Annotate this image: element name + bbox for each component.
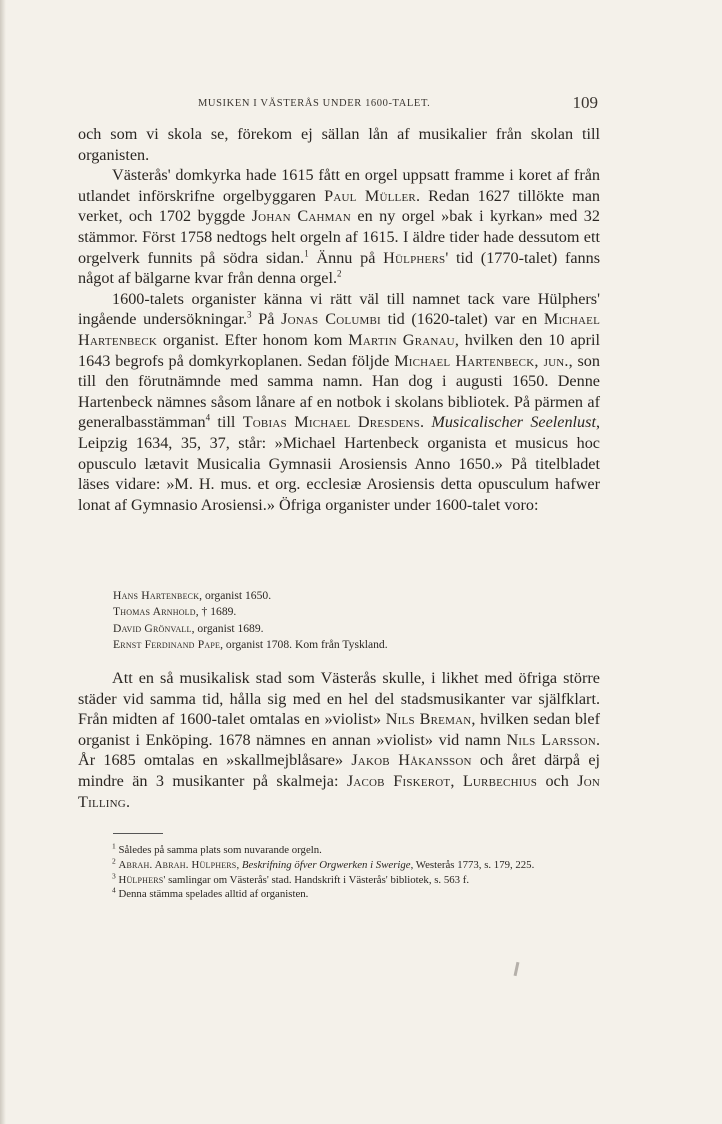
organist-list <box>113 588 593 654</box>
footnote-3 <box>78 873 600 888</box>
person-name: Martin Granau <box>348 330 455 349</box>
text-run: 1600-talets organister känna vi rätt väl till namnet tack vare Hülphers' ingående undersökningar. <box>78 289 600 329</box>
organist-name: Ernst Ferdinand Pape <box>113 638 221 652</box>
book-title: Beskrifning öfver Orgwerken i Swerige <box>241 858 411 871</box>
running-head: MUSIKEN I VÄSTERÅS UNDER 1600-TALET. <box>198 98 431 109</box>
footnote-mark: 4 <box>112 885 116 895</box>
organist-entry <box>113 621 593 637</box>
ink-mark <box>514 962 520 976</box>
person-name: Nils Breman <box>385 710 472 729</box>
organist-note: , organist 1708. Kom från Tyskland. <box>220 638 388 652</box>
text-run: . Redan 1627 tillökte man verket, och 1702 byggde <box>78 186 600 226</box>
paragraph-3 <box>78 289 600 516</box>
person-name: Lurbechius <box>462 771 538 790</box>
text-run: , hvilken sedan blef organist i Enköping. 1678 nämnes en annan »violist» vid namn <box>78 710 600 749</box>
person-name: Jon Tilling <box>78 771 601 811</box>
text-run: . År 1685 omtalas en »skallmejblåsare» <box>78 730 600 770</box>
footnote-ref: 2 <box>337 268 342 279</box>
text-run: och året därpå ej mindre än 3 musikanter på skalmeja: <box>78 751 601 790</box>
paragraph-1 <box>78 124 600 165</box>
footnote-text: Således på samma plats som nuvarande orgeln. <box>115 844 322 856</box>
footnote-ref: 1 <box>304 248 309 259</box>
text-run: en ny orgel »bak i kyrkan» med 32 stämmor. Först 1758 nedtogs helt orgeln af 1615. I äldre tider hade dessutom ett orgelverk funnits på södra sidan. <box>78 207 600 267</box>
organist-name: Hans Hartenbeck <box>113 589 200 602</box>
person-name: Michael Hartenbeck <box>78 310 601 349</box>
text-run: Att en så musikalisk stad som Västerås skulle, i likhet med öfriga större städer vid samma tid, hålla sig med en hel del stadsmusikanter var själfklart. Från midten af 1600-talet omtalas en »violist» <box>78 669 600 729</box>
person-name: Tobias Michael Dresdens <box>242 413 421 432</box>
text-run: . <box>125 792 130 811</box>
person-name: Nils Larsson <box>506 730 596 749</box>
organist-entry <box>113 588 593 604</box>
text-run: , <box>450 771 463 790</box>
organist-note: , organist 1650. <box>199 589 272 602</box>
footnote-ref: 4 <box>205 412 211 423</box>
text-run: tid (1620-talet) var en <box>380 310 544 329</box>
text-run: och som vi skola se, förekom ej sällan lån af musikalier från skolan till organisten. <box>78 125 600 164</box>
text-run: Västerås' domkyrka hade 1615 fått en orgel uppsatt framme i koret af från utlandet införskrifne orgelbyggaren <box>78 166 600 205</box>
footnote-mark: 1 <box>112 841 116 851</box>
paragraph-2 <box>78 165 600 289</box>
text-run: , hvilken den 10 april 1643 begrofs på domkyrkoplanen. Sedan följde <box>78 330 601 370</box>
footnote-2 <box>78 858 600 873</box>
organist-note: , † 1689. <box>195 605 237 619</box>
person-name: Jonas Columbi <box>281 310 381 329</box>
person-name: Paul Müller <box>324 186 416 205</box>
page-header <box>78 94 600 116</box>
page-number: 109 <box>572 93 598 112</box>
person-name: Hülphers <box>383 248 446 267</box>
footnote-mark: 3 <box>112 871 116 880</box>
organist-note: , organist 1689. <box>191 621 264 635</box>
text-run: , son till den förutnämnde med samma namn. Han dog i augusti 1650. Denne Hartenbeck nämnes såsom lånare af en notbok i skolans bibliotek. På pärmen af generalbasstämman <box>78 351 600 432</box>
footnote-text: , <box>236 858 242 871</box>
paragraph-4 <box>78 668 600 812</box>
text-run: Ännu på <box>308 248 384 267</box>
footnotes <box>78 843 600 902</box>
main-text <box>78 124 600 515</box>
text-run: till <box>210 413 243 432</box>
page-edge <box>0 0 6 1124</box>
footnote-1 <box>78 843 600 858</box>
text-run: och <box>537 771 578 790</box>
organist-entry <box>113 637 593 653</box>
footnote-4 <box>78 887 600 902</box>
footnote-text: , Westerås 1773, s. 179, 225. <box>410 858 535 871</box>
organist-entry <box>113 604 593 620</box>
text-run: , Leipzig 1634, 35, 37, står: »Michael Hartenbeck organista et musicus hoc opusculo lætavit Musicalia Gymnasii Arosiensis Anno 1650.» På titelbladet läses vidare: »M. H. mus. et org. ecclesiæ Arosiensis detta opusculum hafwer lonat af Gymnasio Arosiensi.» Öfriga organister under 1600-talet voro: <box>78 413 600 514</box>
person-name: Johan Cahman <box>251 207 351 226</box>
text-run: ' tid (1770-talet) fanns något af bälgarne kvar från denna orgel. <box>78 248 601 288</box>
footnote-ref: 3 <box>247 309 252 320</box>
organist-name: Thomas Arnhold <box>113 605 196 619</box>
book-title: Musicalischer Seelenlust <box>431 413 596 432</box>
text-run: organist. Efter honom kom <box>157 330 349 349</box>
footnote-divider <box>113 833 163 834</box>
text-run: På <box>251 310 282 329</box>
person-name: Michael Hartenbeck, jun. <box>394 351 569 370</box>
person-name: Jacob Fiskerot <box>346 771 451 790</box>
main-text-continued <box>78 668 600 812</box>
footnote-text: ' samlingar om Västerås' stad. Handskrift i Västerås' bibliotek, s. 563 f. <box>163 873 470 886</box>
author-name: Hülphers <box>118 873 164 886</box>
person-name: Jakob Håkansson <box>351 751 472 770</box>
footnote-text: Denna stämma spelades alltid af organisten. <box>115 888 309 901</box>
text-run: . <box>420 413 432 432</box>
footnote-mark: 2 <box>112 856 116 866</box>
author-name: Abrah. Abrah. Hülphers <box>118 858 237 871</box>
organist-name: David Grönvall <box>113 621 192 635</box>
